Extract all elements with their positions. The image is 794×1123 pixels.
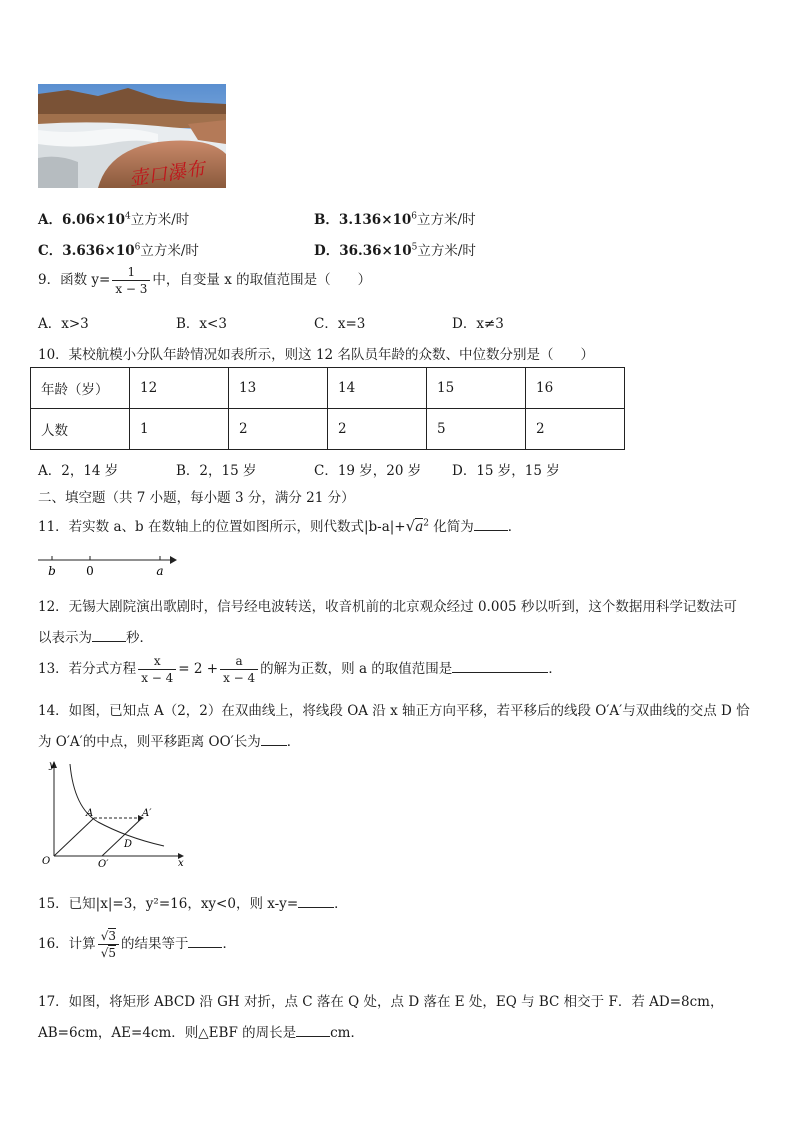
q8-option-b[interactable]: B．$3.136\times 10^6$立方米/时 [314, 211, 476, 228]
q15-stem: 15．已知|x|=3，y²=16，xy<0，则 x-y= ． [38, 892, 348, 912]
table-cell: 12 [130, 368, 229, 409]
answer-blank[interactable] [474, 516, 508, 531]
q9-option-a[interactable]: A．x>3 [38, 316, 89, 332]
q8-option-d[interactable]: D．$36.36\times 10^5$立方米/时 [314, 242, 476, 259]
graph-label-a: A [86, 808, 94, 819]
q16-fraction: $\frac{√3}{√5}$ [98, 930, 119, 959]
table-cell: 年龄（岁） [31, 368, 130, 409]
q17-stem-line2: AB=6cm，AE=4cm．则△EBF 的周长是 cm． [38, 1021, 364, 1041]
table-cell: 14 [328, 368, 427, 409]
waterfall-caption: 壶口瀑布 [127, 157, 207, 188]
graph-label-d: D [124, 839, 133, 850]
graph-label-x: x [178, 858, 184, 869]
waterfall-photo [38, 84, 226, 188]
q17-stem-line1: 17．如图，将矩形 ABCD 沿 GH 对折，点 C 落在 Q 处，点 D 落在 E 处，EQ 与 BC 相交于 F．若 AD=8cm， [38, 994, 724, 1010]
q14-stem-line2: 为 O′A′的中点，则平移距离 OO′长为 ． [38, 730, 300, 750]
hyperbola-graph [38, 758, 188, 870]
table-cell: 1 [130, 409, 229, 450]
answer-blank[interactable] [296, 1022, 330, 1037]
q13-stem: 13．若分式方程 $\frac{x}{x - 4}$ = 2 + $\frac{a}{x - 4}$ 的解为正数，则 a 的取值范围是 ． [38, 654, 562, 685]
q9-stem: 9．函数 y= $\frac{1}{x - 3}$ 中，自变量 x 的取值范围是（ ） [38, 265, 372, 296]
q9-fraction: $\frac{1}{x - 3}$ [112, 266, 150, 295]
table-cell: 5 [427, 409, 526, 450]
q9-option-d[interactable]: D．x≠3 [452, 316, 504, 332]
table-cell: 15 [427, 368, 526, 409]
table-cell: 13 [229, 368, 328, 409]
table-cell: 16 [526, 368, 625, 409]
q12-stem-line1: 12．无锡大剧院演出歌剧时，信号经电波转送，收音机前的北京观众经过 0.005 秒以听到，这个数据用科学记数法可 [38, 599, 737, 615]
table-cell: 2 [328, 409, 427, 450]
answer-blank[interactable] [261, 731, 287, 746]
q10-option-b[interactable]: B．2，15 岁 [176, 463, 257, 479]
section-heading: 二、填空题（共 7 小题，每小题 3 分，满分 21 分） [38, 490, 355, 506]
q11-stem: 11．若实数 a、b 在数轴上的位置如图所示，则代数式$|b-a|+√a^2$ 化简为 ． [38, 517, 522, 535]
answer-blank[interactable] [298, 893, 334, 908]
q16-stem: 16．计算 $\frac{√3}{√5}$ 的结果等于 ． [38, 929, 236, 960]
graph-label-a-prime: A′ [142, 808, 152, 819]
table-cell: 人数 [31, 409, 130, 450]
sqrt-symbol: √ [100, 946, 109, 960]
q10-stem: 10．某校航模小分队年龄情况如表所示，则这 12 名队员年龄的众数、中位数分别是（ ） [38, 347, 594, 363]
q12-stem-line2: 以表示为 秒． [38, 626, 153, 646]
number-line [36, 552, 180, 578]
table-row [31, 409, 625, 450]
axis-label-a: a [156, 564, 164, 578]
axis-label-b: b [48, 564, 56, 578]
q8-option-a[interactable]: A．$6.06\times 10^4$立方米/时 [38, 211, 190, 228]
axis-label-zero: 0 [86, 564, 94, 578]
table-row [31, 368, 625, 409]
q13-fraction-1: $\frac{x}{x - 4}$ [138, 655, 176, 684]
graph-label-y: y [49, 760, 55, 771]
q10-option-d[interactable]: D．15 岁，15 岁 [452, 463, 560, 479]
answer-blank[interactable] [92, 627, 126, 642]
q8-option-c[interactable]: C．$3.636\times 10^6$立方米/时 [38, 242, 199, 259]
sqrt-symbol: √ [100, 929, 109, 943]
q10-option-c[interactable]: C．19 岁，20 岁 [314, 463, 422, 479]
table-cell: 2 [526, 409, 625, 450]
age-table [30, 367, 625, 450]
answer-blank[interactable] [452, 658, 548, 673]
q14-stem-line1: 14．如图，已知点 A（2，2）在双曲线上，将线段 OA 沿 x 轴正方向平移，若平移后的线段 O′A′与双曲线的交点 D 恰 [38, 703, 750, 719]
table-cell: 2 [229, 409, 328, 450]
answer-blank[interactable] [188, 933, 222, 948]
q13-fraction-2: $\frac{a}{x - 4}$ [220, 655, 258, 684]
q9-option-b[interactable]: B．x<3 [176, 316, 227, 332]
graph-label-o-prime: O′ [98, 859, 109, 870]
q10-option-a[interactable]: A．2，14 岁 [38, 463, 119, 479]
q9-option-c[interactable]: C．x=3 [314, 316, 366, 332]
graph-label-o: O [42, 856, 51, 867]
sqrt-symbol: √ [405, 517, 416, 535]
